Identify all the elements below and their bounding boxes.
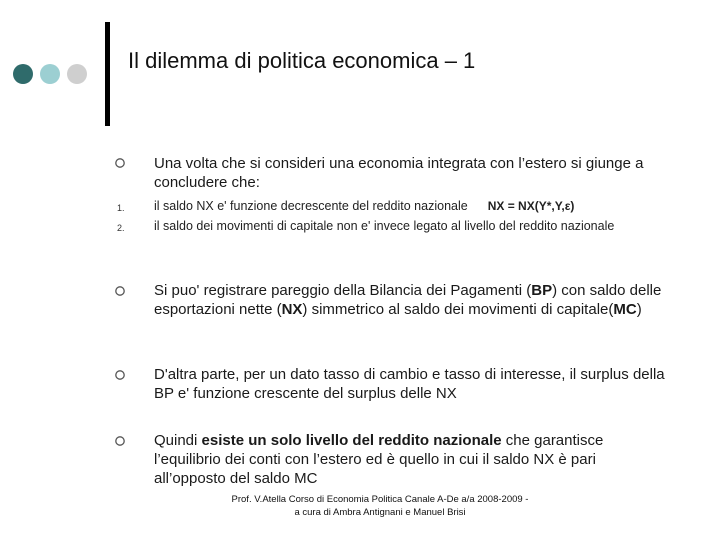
dot-light-teal [40, 64, 60, 84]
key-statement: esiste un solo livello del reddito nazionale [201, 432, 502, 449]
list-item: il saldo dei movimenti di capitale non e' invece legato al livello del reddito nazionale [154, 219, 615, 233]
decorative-dots [13, 64, 87, 84]
item-number: 2. [117, 223, 125, 233]
footer-line-2: a cura di Ambra Antignani e Manuel Brisi [294, 507, 466, 518]
footer-line-1: Prof. V.Atella Corso di Economia Politica Canale A-De a/a 2008-2009 - [231, 494, 529, 505]
text-segment: che garantisce l’equilibrio dei conti con l’estero ed è quello in cui il saldo NX è pari all’opposto del saldo MC [154, 432, 604, 487]
bp-term: BP [531, 282, 553, 299]
slide-footer [200, 493, 560, 519]
ring-bullet-icon [114, 369, 126, 381]
surplus-paragraph: D'altra parte, per un dato tasso di cambio e tasso di interesse, il surplus della BP e' funzione crescente del surplus delle NX [154, 366, 665, 402]
text-segment: Si puo' registrare pareggio della Bilancia dei Pagamenti ( [154, 282, 532, 299]
conclusion-paragraph [154, 431, 654, 488]
text-segment: ) simmetrico al saldo dei movimenti di capitale( [302, 301, 614, 318]
bp-paragraph [154, 281, 674, 319]
ring-bullet-icon [114, 285, 126, 297]
text-segment: ) [636, 301, 642, 318]
dot-gray [67, 64, 87, 84]
ring-bullet-icon [114, 157, 126, 169]
mc-term: MC [613, 301, 637, 318]
list-item [154, 198, 654, 215]
item-text: il saldo NX e' funzione decrescente del reddito nazionale [154, 199, 468, 213]
intro-text: Una volta che si consideri una economia integrata con l’estero si giunge a concludere che: [154, 155, 644, 191]
text-segment: ) con saldo delle esportazioni nette ( [154, 282, 662, 318]
slide-title: Il dilemma di politica economica – 1 [128, 48, 476, 73]
title-divider-bar [105, 22, 110, 126]
dot-dark [13, 64, 33, 84]
item-number: 1. [117, 203, 125, 213]
nx-term: NX [281, 301, 303, 318]
nx-formula: NX = NX(Y*,Y,ε) [487, 199, 575, 213]
text-segment: Quindi [154, 432, 202, 449]
ring-bullet-icon [114, 435, 126, 447]
